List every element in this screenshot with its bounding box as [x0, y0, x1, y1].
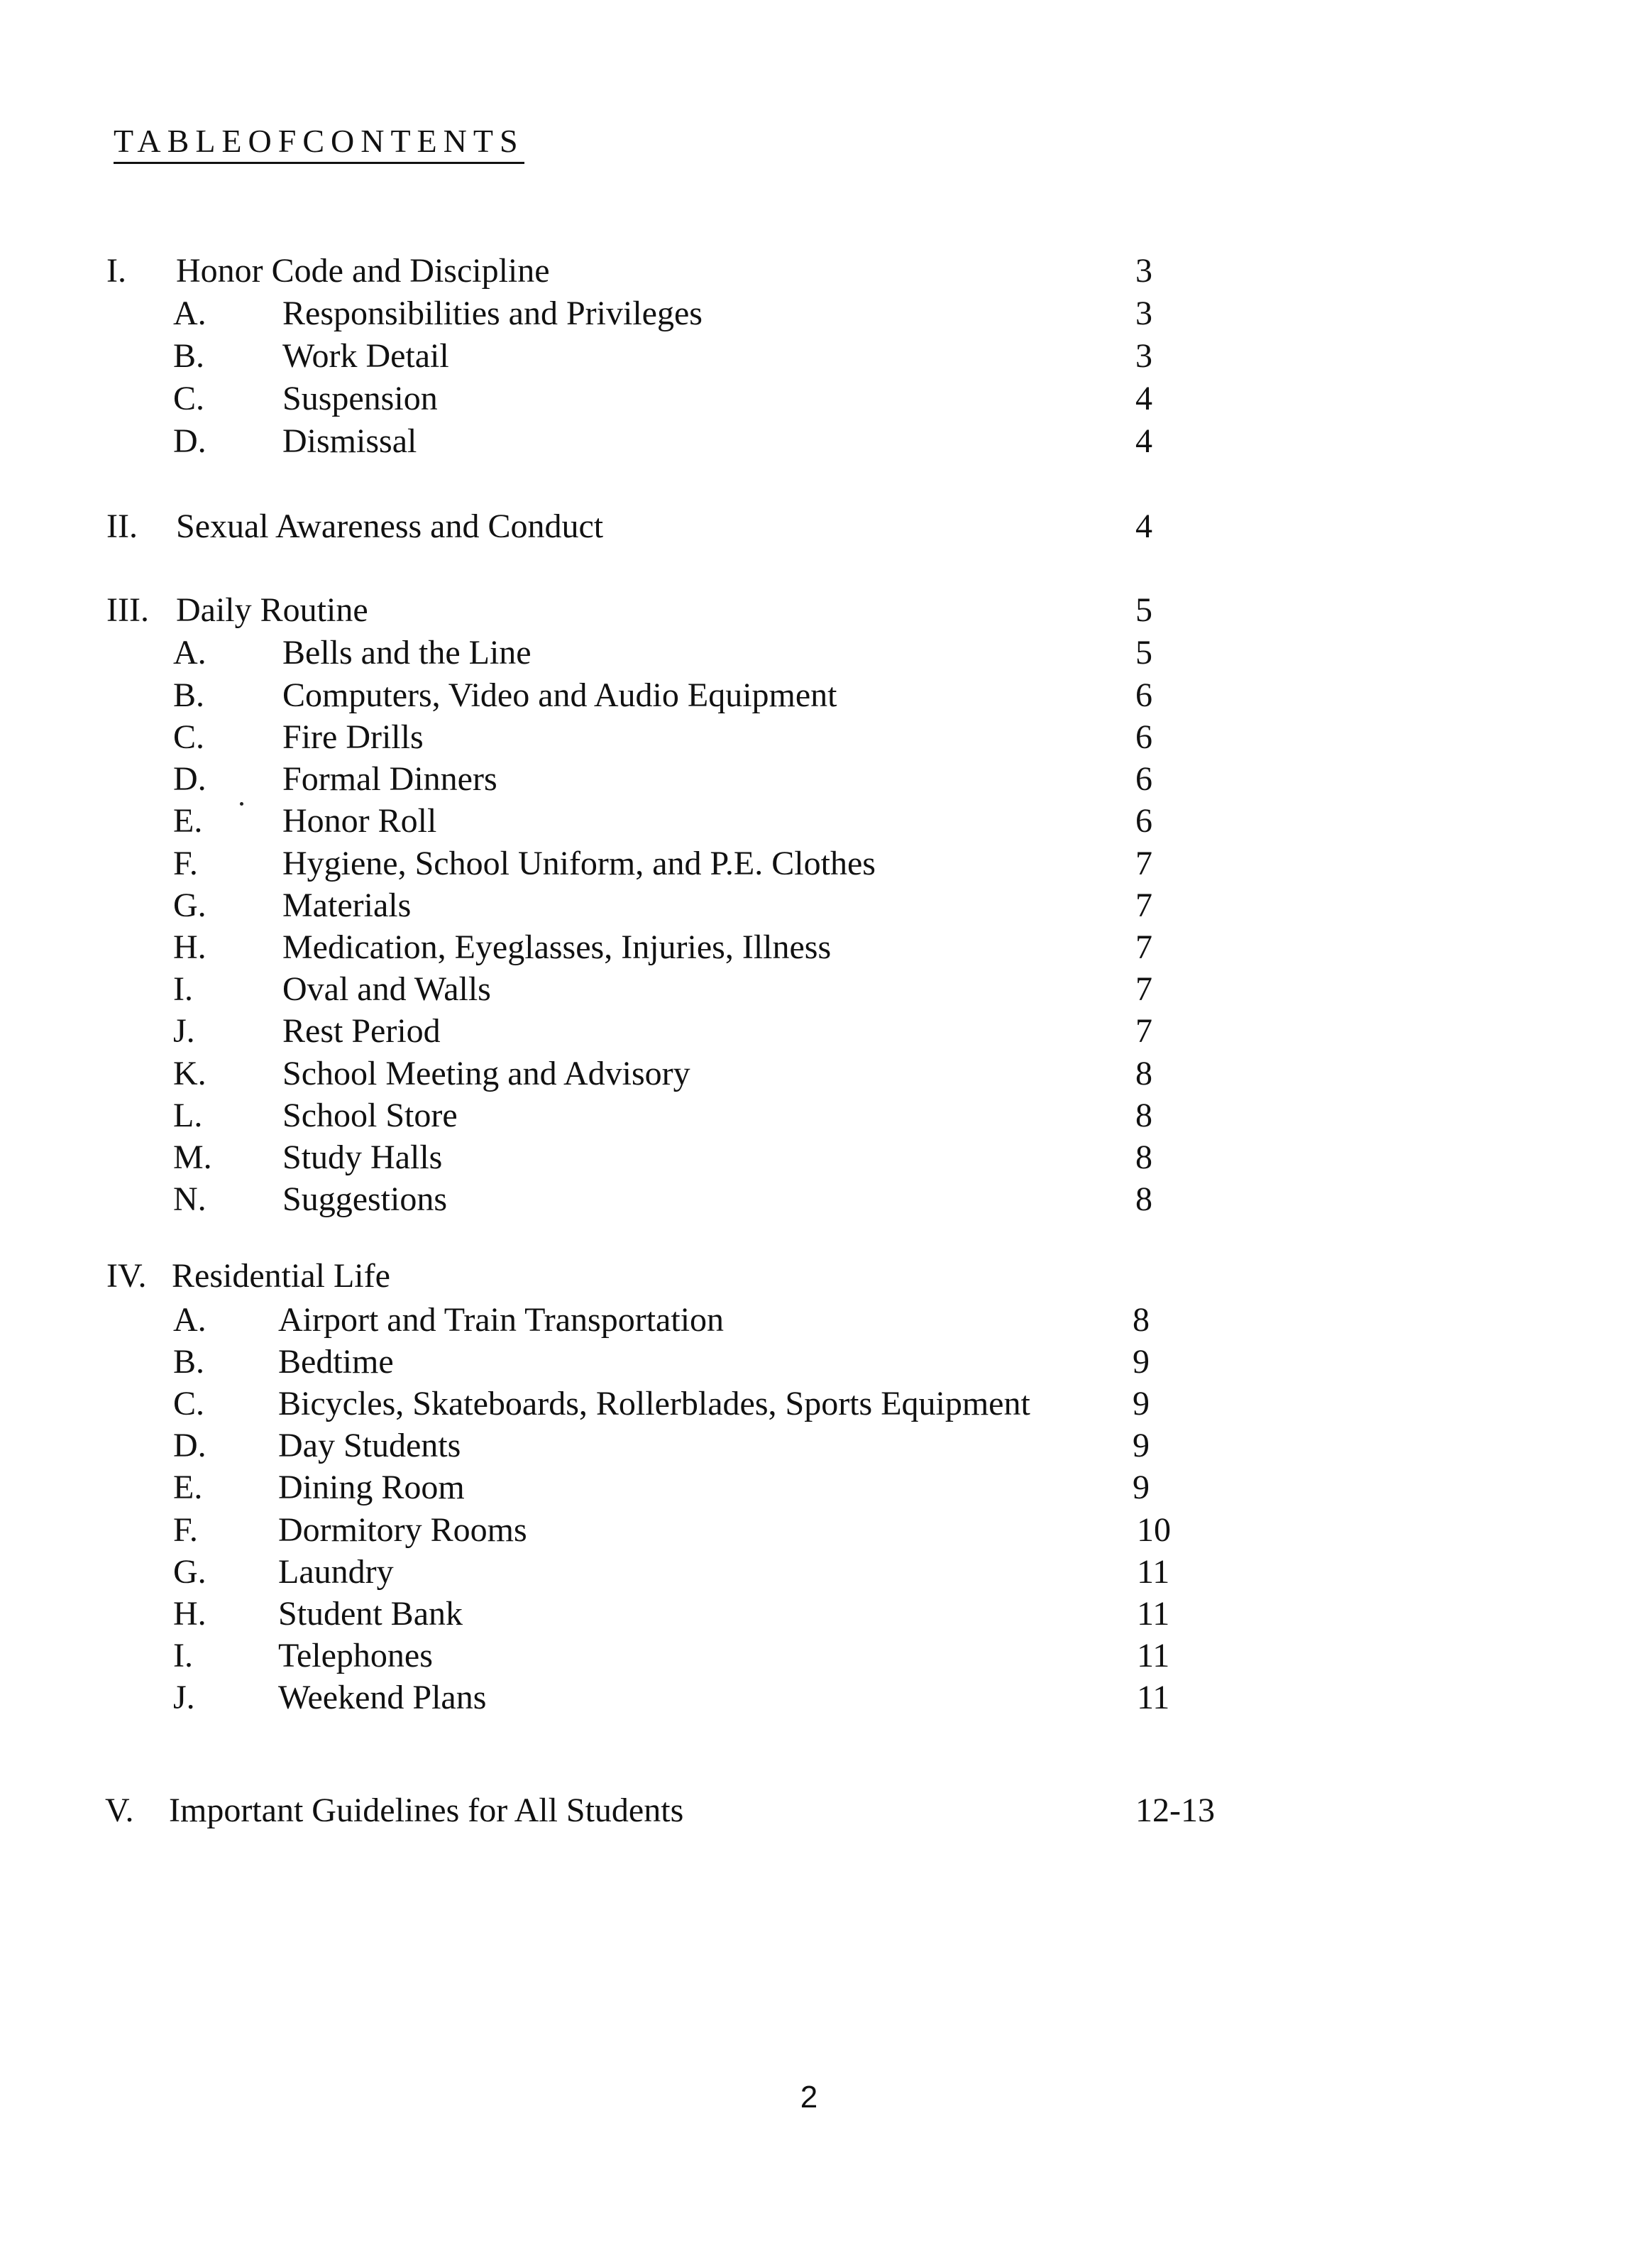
section-label: Sexual Awareness and Conduct — [176, 508, 604, 545]
item-letter: F. — [173, 1511, 198, 1549]
item-letter: I. — [173, 1637, 193, 1674]
item-label: Study Halls — [282, 1139, 443, 1176]
item-label: Suspension — [282, 380, 438, 417]
item-letter: G. — [173, 1553, 206, 1591]
page-ref: 5 — [1135, 634, 1152, 671]
item-letter: C. — [173, 380, 205, 417]
section-label: Honor Code and Discipline — [176, 252, 550, 290]
item-label: Dormitory Rooms — [278, 1511, 527, 1549]
item-letter: C. — [173, 718, 205, 756]
item-label: Bedtime — [278, 1343, 394, 1381]
page-ref: 8 — [1135, 1097, 1152, 1134]
page-ref: 9 — [1133, 1343, 1150, 1381]
item-label: Suggestions — [282, 1180, 448, 1218]
page-ref: 3 — [1135, 295, 1152, 332]
page-ref: 8 — [1135, 1139, 1152, 1176]
item-letter: F. — [173, 845, 198, 882]
item-letter: H. — [173, 928, 206, 966]
page-ref: 9 — [1133, 1385, 1150, 1422]
item-label: Day Students — [278, 1427, 461, 1464]
item-label: Responsibilities and Privileges — [282, 295, 703, 332]
page-ref: 3 — [1135, 252, 1152, 290]
item-letter: A. — [173, 634, 206, 671]
page-ref: 4 — [1135, 380, 1152, 417]
item-letter: J. — [173, 1679, 195, 1716]
item-label: Bells and the Line — [282, 634, 532, 671]
page-ref: 6 — [1135, 802, 1152, 840]
page-ref: 10 — [1137, 1511, 1171, 1549]
section-number: III. — [106, 591, 149, 629]
item-letter: B. — [173, 337, 205, 375]
item-letter: D. — [173, 1427, 206, 1464]
page-ref: 7 — [1135, 845, 1152, 882]
item-letter: B. — [173, 1343, 205, 1381]
item-letter: H. — [173, 1595, 206, 1633]
item-letter: I. — [173, 970, 193, 1008]
page-ref: 4 — [1135, 422, 1152, 460]
item-label: Fire Drills — [282, 718, 424, 756]
page-ref: 8 — [1135, 1055, 1152, 1092]
item-letter: B. — [173, 676, 205, 714]
page-ref: 7 — [1135, 1012, 1152, 1050]
item-letter: K. — [173, 1055, 206, 1092]
item-label: Laundry — [278, 1553, 394, 1591]
section-label: Daily Routine — [176, 591, 368, 629]
item-label: Medication, Eyeglasses, Injuries, Illness — [282, 928, 832, 966]
page-ref: 11 — [1137, 1637, 1170, 1674]
page-ref: 12-13 — [1135, 1792, 1215, 1829]
page-ref: 6 — [1135, 676, 1152, 714]
page-ref: 5 — [1135, 591, 1152, 629]
page-ref: 6 — [1135, 760, 1152, 798]
item-label: Computers, Video and Audio Equipment — [282, 676, 837, 714]
section-number: IV. — [106, 1257, 147, 1295]
page-number: 2 — [800, 2080, 818, 2115]
item-label: Bicycles, Skateboards, Rollerblades, Sports Equipment — [278, 1385, 1030, 1422]
page-ref: 6 — [1135, 718, 1152, 756]
page-ref: 9 — [1133, 1469, 1150, 1506]
item-letter: D. — [173, 760, 206, 798]
page-ref: 7 — [1135, 970, 1152, 1008]
section-number: I. — [106, 252, 126, 290]
item-letter: L. — [173, 1097, 203, 1134]
page-ref: 11 — [1137, 1679, 1170, 1716]
item-letter: N. — [173, 1180, 206, 1218]
page-ref: 7 — [1135, 887, 1152, 924]
item-letter: A. — [173, 295, 206, 332]
section-number: V. — [105, 1792, 134, 1829]
item-letter: G. — [173, 887, 206, 924]
toc-title: TABLEOFCONTENTS — [114, 122, 524, 164]
page-ref: 4 — [1135, 508, 1152, 545]
page-ref: 7 — [1135, 928, 1152, 966]
page-ref: 9 — [1133, 1427, 1150, 1464]
item-label: Dismissal — [282, 422, 417, 460]
item-label: Weekend Plans — [278, 1679, 487, 1716]
section-label: Important Guidelines for All Students — [169, 1792, 684, 1829]
section-label: Residential Life — [172, 1257, 390, 1295]
scan-speck — [240, 802, 243, 806]
item-label: Airport and Train Transportation — [278, 1301, 725, 1339]
item-letter: E. — [173, 1469, 203, 1506]
page-ref: 8 — [1133, 1301, 1150, 1339]
item-label: Formal Dinners — [282, 760, 497, 798]
item-label: Work Detail — [282, 337, 449, 375]
page-ref: 8 — [1135, 1180, 1152, 1218]
item-label: Honor Roll — [282, 802, 437, 840]
item-letter: D. — [173, 422, 206, 460]
item-letter: J. — [173, 1012, 195, 1050]
section-number: II. — [106, 508, 138, 545]
item-label: School Meeting and Advisory — [282, 1055, 690, 1092]
item-label: Hygiene, School Uniform, and P.E. Clothes — [282, 845, 876, 882]
item-label: Student Bank — [278, 1595, 463, 1633]
item-label: School Store — [282, 1097, 458, 1134]
item-letter: A. — [173, 1301, 206, 1339]
item-letter: M. — [173, 1139, 212, 1176]
item-label: Dining Room — [278, 1469, 465, 1506]
page-ref: 11 — [1137, 1595, 1170, 1633]
item-letter: E. — [173, 802, 203, 840]
item-label: Oval and Walls — [282, 970, 491, 1008]
item-label: Materials — [282, 887, 412, 924]
page-ref: 11 — [1137, 1553, 1170, 1591]
item-letter: C. — [173, 1385, 205, 1422]
item-label: Rest Period — [282, 1012, 441, 1050]
page-ref: 3 — [1135, 337, 1152, 375]
item-label: Telephones — [278, 1637, 433, 1674]
